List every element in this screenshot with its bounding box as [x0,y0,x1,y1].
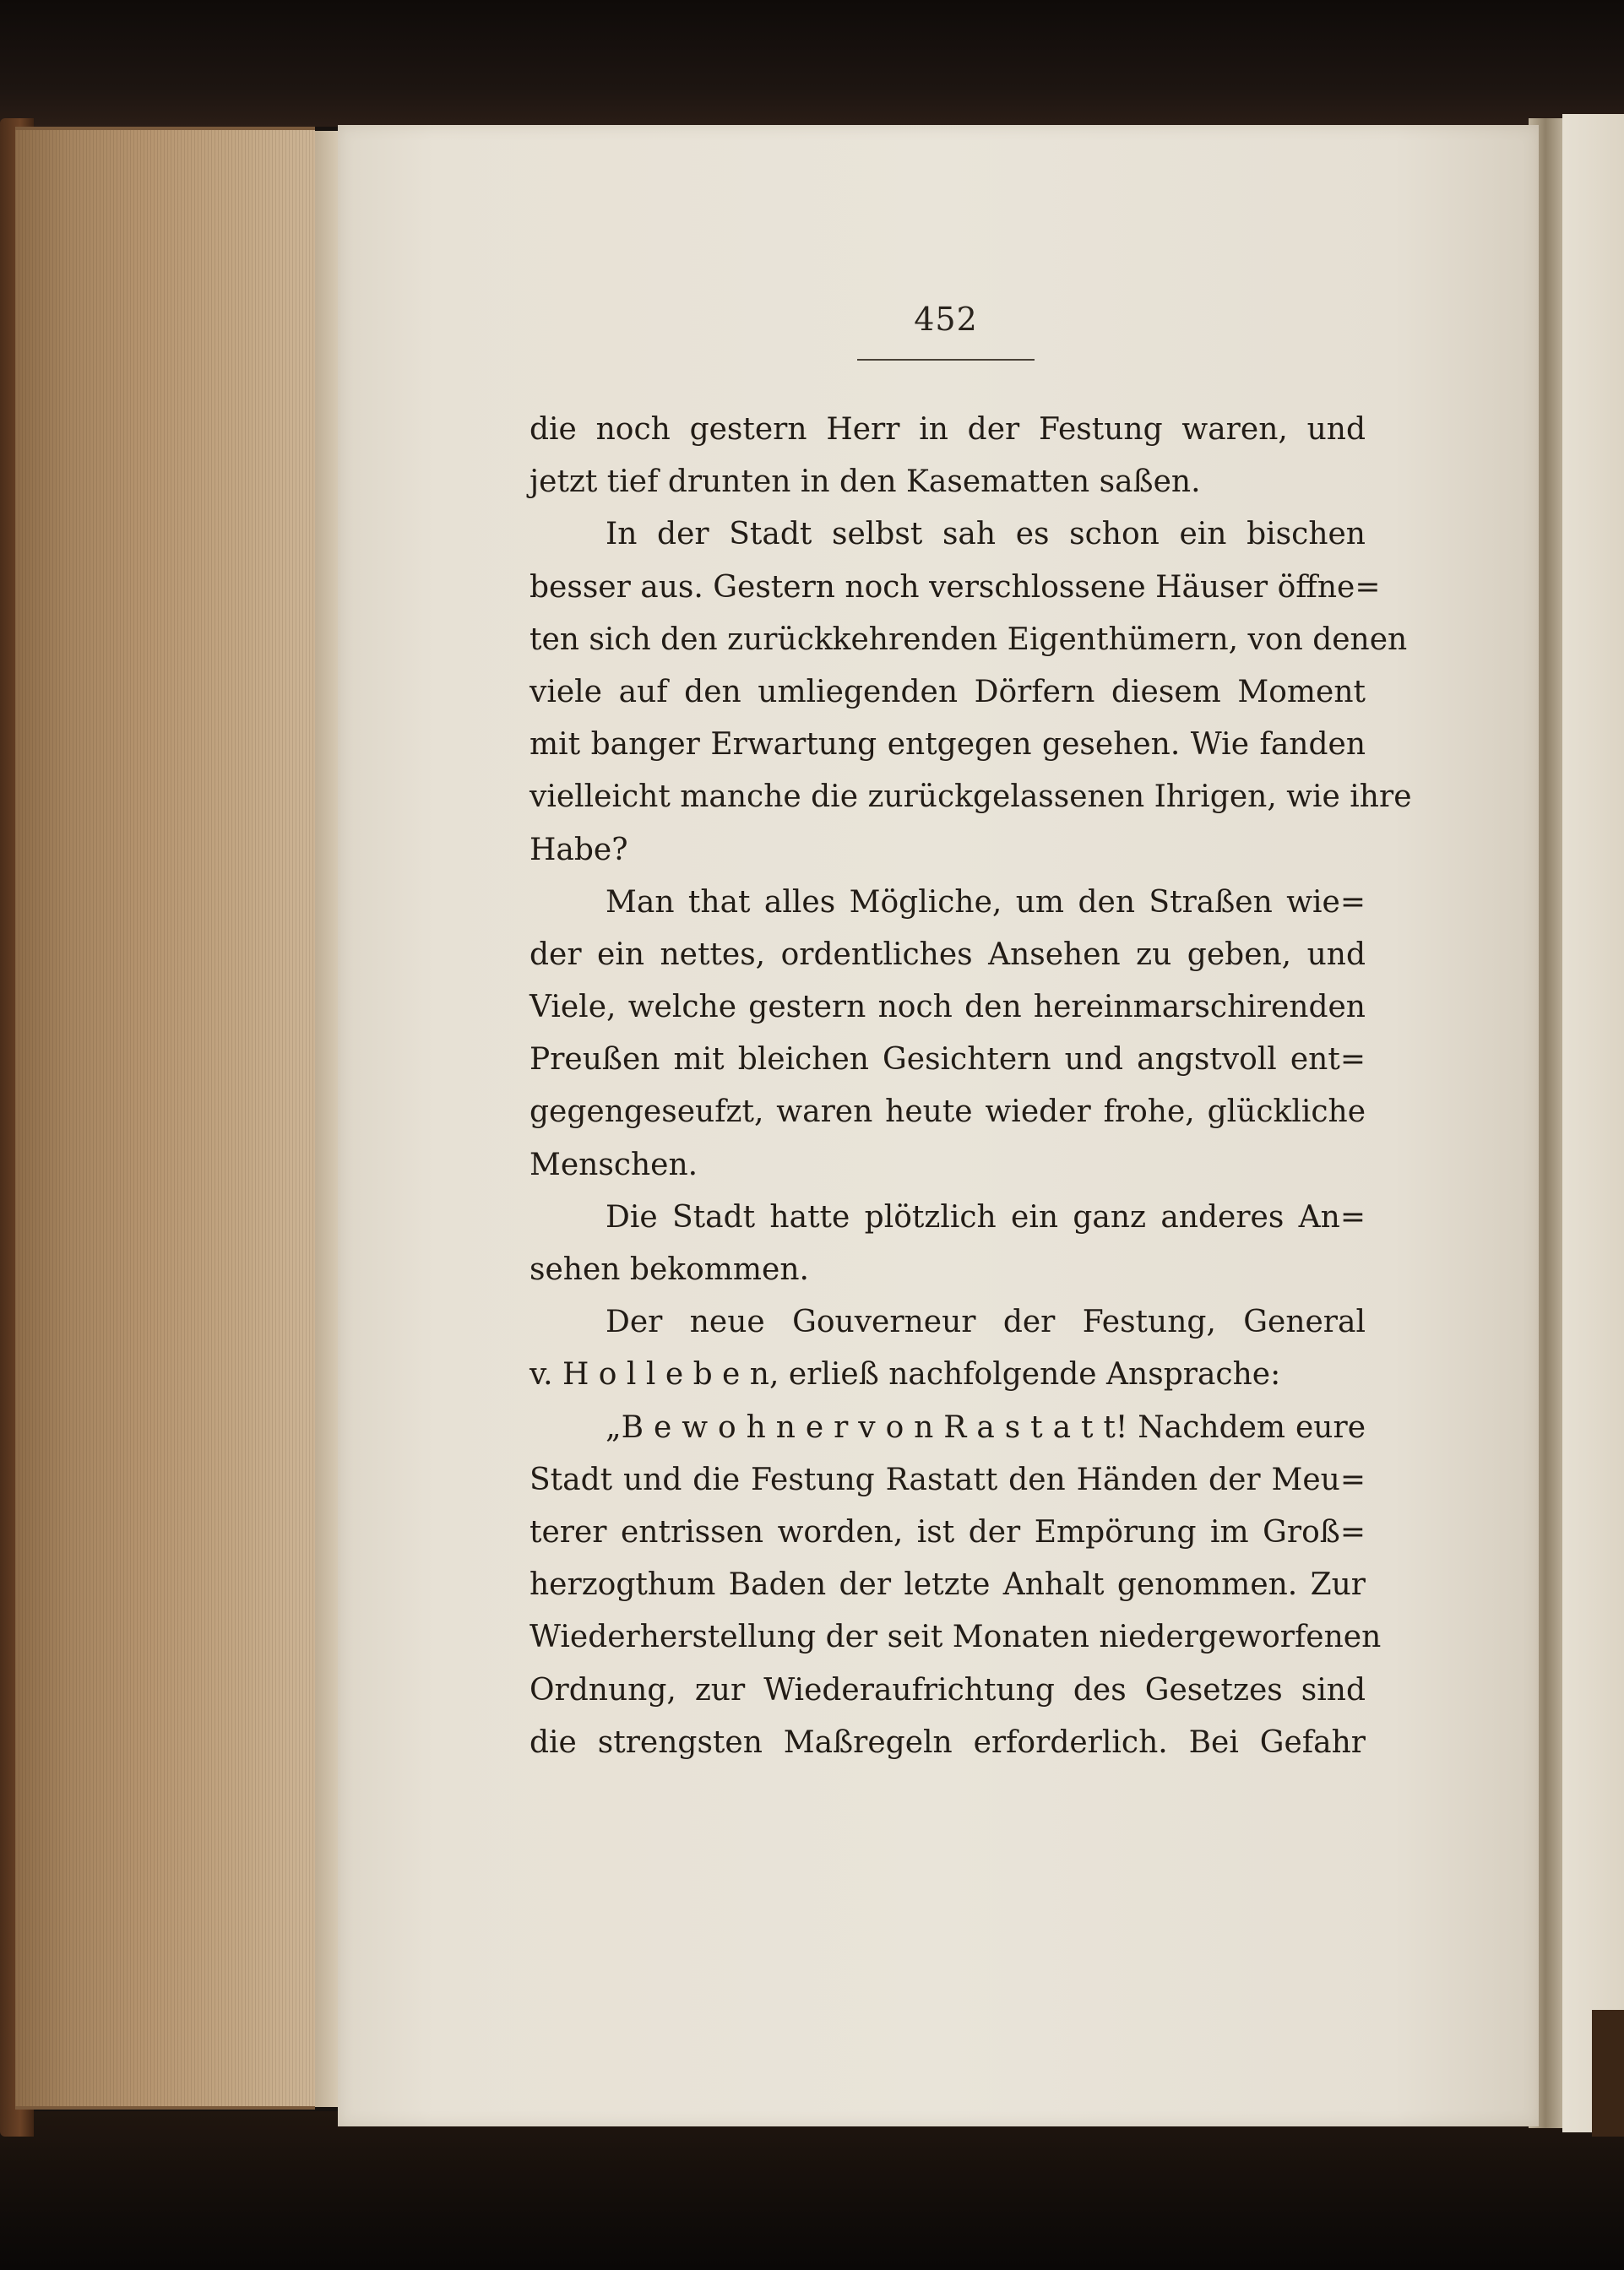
text-line: „B e w o h n e r v o n R a s t a t t! Nachdem eure [606,1409,1366,1445]
page-text [530,404,1412,1769]
text-line: sehen bekommen. [530,1252,809,1287]
text-line: jetzt tief drunten in den Kasematten saßen. [530,464,1201,500]
page-inner-shadow [315,131,340,2107]
header-rule [857,359,1035,361]
text-line: In der Stadt selbst sah es schon ein bischen [606,517,1366,552]
text-line: besser aus. Gestern noch verschlossene Häuser öffne= [530,569,1381,605]
text-line: Wiederherstellung der seit Monaten niedergeworfenen [530,1620,1382,1655]
book-cover-right [1592,2010,1624,2137]
text-line: gegengeseufzt, waren heute wieder frohe, glückliche [530,1094,1366,1130]
text-line: herzogthum Baden der letzte Anhalt genommen. Zur [530,1567,1366,1603]
text-line: Man that alles Mögliche, um den Straßen wie= [606,884,1366,920]
text-line: viele auf den umliegenden Dörfern diesem Moment [530,674,1366,709]
text-line: die noch gestern Herr in der Festung waren, und [530,412,1366,447]
facing-page [1562,114,1624,2132]
text-line: v. H o l l e b e n, erließ nachfolgende Ansprache: [530,1357,1281,1393]
text-line: Viele, welche gestern noch den hereinmarschirenden [530,990,1366,1025]
text-line: Menschen. [530,1147,698,1182]
text-line: Preußen mit bleichen Gesichtern und angstvoll ent= [530,1042,1366,1078]
text-line: Ordnung, zur Wiederaufrichtung des Gesetzes sind [530,1672,1366,1708]
text-line: ten sich den zurückkehrenden Eigenthümern, von denen [530,622,1408,657]
text-line: die strengsten Maßregeln erforderlich. Bei Gefahr [530,1724,1366,1760]
text-line: der ein nettes, ordentliches Ansehen zu geben, und [530,937,1366,972]
backdrop-bottom [0,2111,1624,2270]
text-line: Stadt und die Festung Rastatt den Händen der Meu= [530,1462,1366,1497]
text-line: Der neue Gouverneur der Festung, General [606,1305,1366,1340]
text-line: mit banger Erwartung entgegen gesehen. Wie fanden [530,727,1366,763]
page-number: 452 [914,301,978,338]
text-line: Die Stadt hatte plötzlich ein ganz anderes An= [606,1199,1366,1235]
backdrop-top [0,0,1624,127]
page-block-edges [15,127,315,2110]
text-line: vielleicht manche die zurückgelassenen Ihrigen, wie ihre [530,779,1412,815]
text-line: Habe? [530,832,628,867]
text-line: terer entrissen worden, ist der Empörung im Groß= [530,1514,1366,1550]
